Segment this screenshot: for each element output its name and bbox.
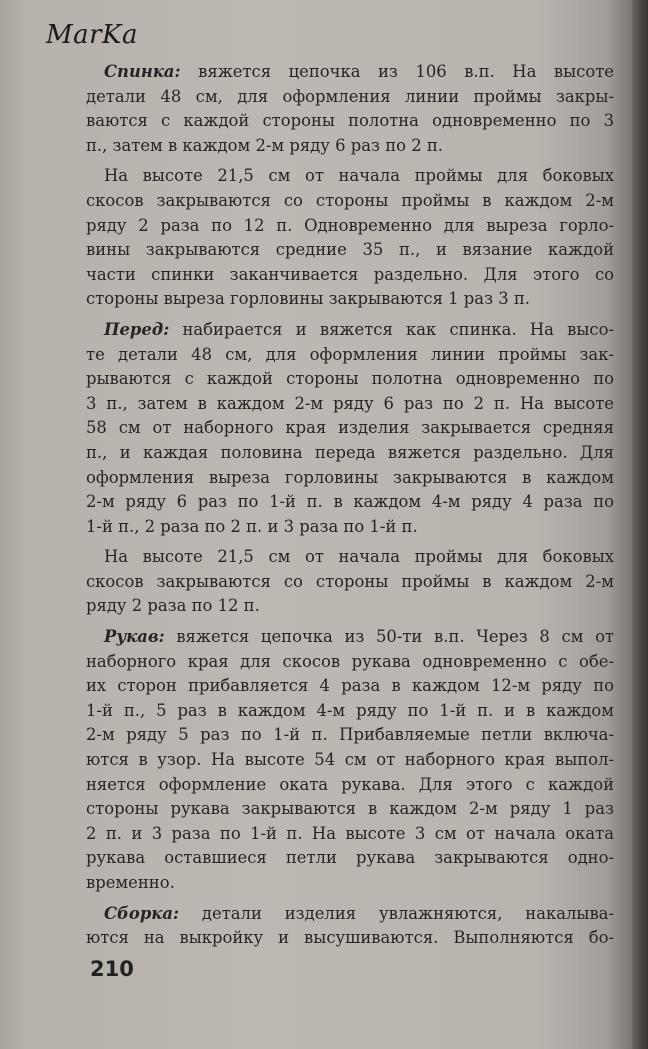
paragraph-back-continued xyxy=(86,164,614,312)
text-line: ются на выкройку и высушиваются. Выполняются бо- xyxy=(86,928,614,948)
text-line: наборного края для скосов рукава одновременно с обе- xyxy=(86,651,614,671)
text-line: 2-м ряду 5 раз по 1-й п. Прибавляемые петли включа- xyxy=(86,725,614,745)
text-line: 2-м ряду 6 раз по 1-й п. в каждом 4-м ряду 4 раза по xyxy=(86,492,614,512)
text-line: На высоте 21,5 см от начала проймы для боковых xyxy=(104,166,614,186)
page-number: 210 xyxy=(90,957,134,981)
section-heading-back: Спинка: xyxy=(104,62,181,81)
text-line: п., затем в каждом 2-м ряду 6 раз по 2 п. xyxy=(86,135,443,155)
text-line: На высоте 21,5 см от начала проймы для боковых xyxy=(104,547,614,567)
text-line: части спинки заканчивается раздельно. Для этого со xyxy=(86,264,614,284)
text-line: детали 48 см, для оформления линии проймы закры- xyxy=(86,86,614,106)
text-line: п., и каждая половина переда вяжется раздельно. Для xyxy=(86,442,614,462)
section-heading-assembly: Сборка: xyxy=(104,903,180,923)
paragraph-sleeve xyxy=(86,625,614,896)
paragraph-assembly xyxy=(86,902,614,951)
text-line: Сборка: детали изделия увлажняются, накалыва- xyxy=(104,903,614,923)
paragraph-front xyxy=(86,318,614,539)
text-line: временно. xyxy=(86,873,175,892)
text-line: 58 см от наборного края изделия закрывается средняя xyxy=(86,418,614,438)
section-heading-front: Перед: xyxy=(104,319,170,339)
watermark: MarKa xyxy=(46,20,138,50)
text-line: вины закрываются средние 35 п., и вязание каждой xyxy=(86,240,614,260)
text-line: 1-й п., 2 раза по 2 п. и 3 раза по 1-й п. xyxy=(86,516,418,536)
text-line: ются в узор. На высоте 54 см от наборного края выпол- xyxy=(86,750,614,770)
section-heading-sleeve: Рукав: xyxy=(104,627,165,647)
text-line: Рукав: вяжется цепочка из 50-ти в.п. Через 8 см от xyxy=(104,627,614,647)
page-edge xyxy=(632,0,648,1049)
text-line: ряду 2 раза по 12 п. Одновременно для выреза горло- xyxy=(86,215,614,235)
text-line: 1-й п., 5 раз в каждом 4-м ряду по 1-й п. и в каждом xyxy=(86,700,614,720)
text-line: рываются с каждой стороны полотна одновременно по xyxy=(86,369,614,389)
text-line: Спинка: вяжется цепочка из 106 в.п. На высоте xyxy=(104,62,614,81)
text-line: скосов закрываются со стороны проймы в каждом 2-м xyxy=(86,190,614,210)
text-line: 2 п. и 3 раза по 1-й п. На высоте 3 см от начала оката xyxy=(86,823,614,843)
text-line: ваются с каждой стороны полотна одновременно по 3 xyxy=(86,111,614,131)
text-line: няется оформление оката рукава. Для этого с каждой xyxy=(86,774,614,794)
paragraph-back xyxy=(86,60,614,158)
text-line: Перед: набирается и вяжется как спинка. На высо- xyxy=(104,319,614,339)
text-line: их сторон прибавляется 4 раза в каждом 12-м ряду по xyxy=(86,676,614,696)
text-line: те детали 48 см, для оформления линии проймы зак- xyxy=(86,344,614,364)
text-line: ряду 2 раза по 12 п. xyxy=(86,596,260,616)
text-line: стороны рукава закрываются в каждом 2-м ряду 1 раз xyxy=(86,799,614,819)
text-line: оформления выреза горловины закрываются в каждом xyxy=(86,467,614,487)
body-text xyxy=(86,60,614,951)
text-line: стороны выреза горловины закрываются 1 раз 3 п. xyxy=(86,289,530,309)
text-line: скосов закрываются со стороны проймы в каждом 2-м xyxy=(86,571,614,591)
text-line: 3 п., затем в каждом 2-м ряду 6 раз по 2 п. На высоте xyxy=(86,393,614,413)
text-line: рукава оставшиеся петли рукава закрываются одно- xyxy=(86,848,614,868)
paragraph-front-continued xyxy=(86,545,614,619)
